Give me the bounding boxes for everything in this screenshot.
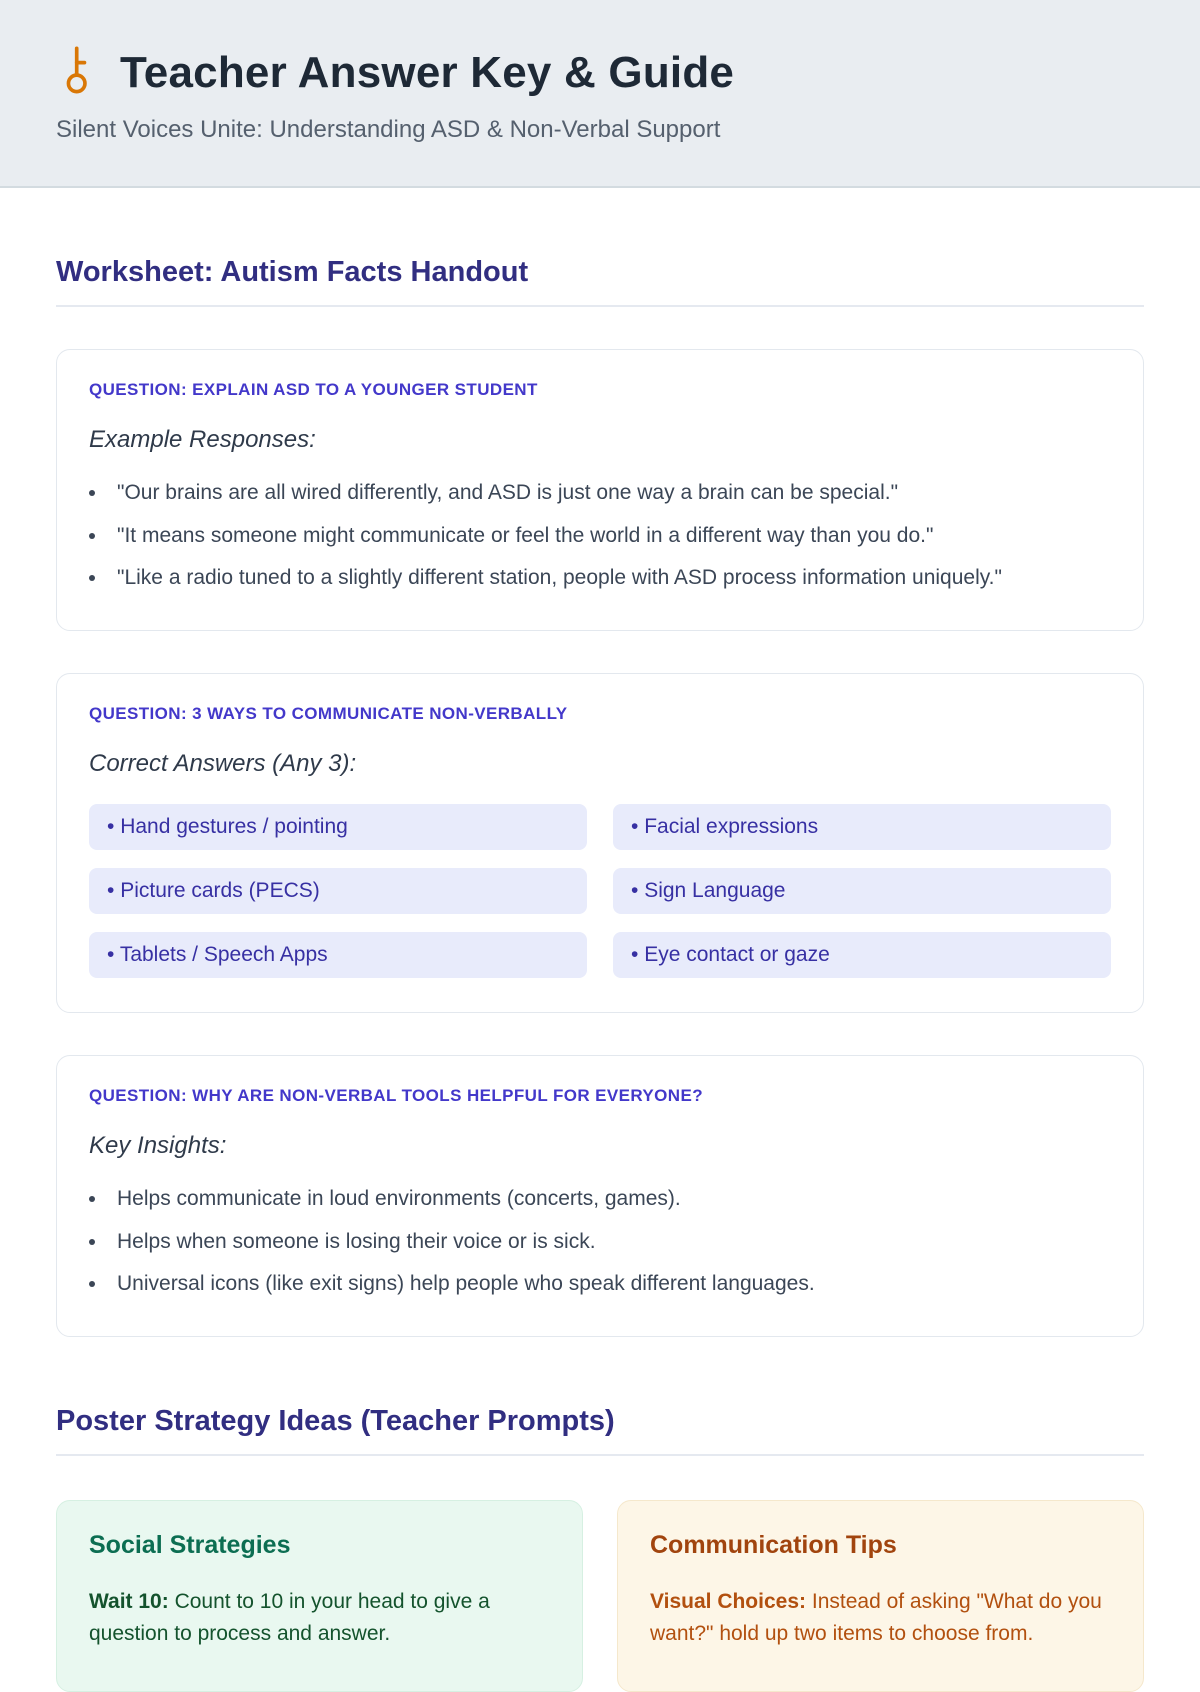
example-responses-list <box>89 476 1111 596</box>
question-heading: QUESTION: EXPLAIN ASD TO A YOUNGER STUDENT <box>89 380 538 399</box>
list-item: • Helps when someone is losing their voice or is sick. <box>89 1225 1111 1260</box>
question-heading: QUESTION: WHY ARE NON-VERBAL TOOLS HELPFUL FOR EVERYONE? <box>89 1085 703 1105</box>
answer-pill: • Hand gestures / pointing <box>89 804 587 850</box>
list-item: • "Like a radio tuned to a slightly different station, people with ASD process information uniquely." <box>89 561 1111 596</box>
answer-pill: • Picture cards (PECS) <box>89 868 587 914</box>
strategy-tip-label: Wait 10: <box>89 1589 169 1613</box>
strategy-card-title: Communication Tips <box>650 1530 897 1559</box>
main-content <box>0 256 1200 1692</box>
answer-label: Key Insights: <box>89 1131 227 1159</box>
question-card-explain-asd <box>56 349 1144 631</box>
answer-label: Example Responses: <box>89 426 316 453</box>
question-heading: QUESTION: 3 WAYS TO COMMUNICATE NON-VERBALLY <box>89 703 568 723</box>
strategy-tip-text: Count to 10 in your head to give a question to process and answer. <box>89 1589 490 1646</box>
question-card-nonverbal-ways <box>56 673 1144 1013</box>
section-divider <box>56 1454 1144 1456</box>
list-item: • "Our brains are all wired differently, and ASD is just one way a brain can be special." <box>89 476 1111 511</box>
strategy-cards <box>56 1500 1144 1692</box>
page-title: Teacher Answer Key & Guide <box>120 48 735 97</box>
social-strategies-card <box>56 1500 583 1692</box>
communication-tips-card <box>617 1500 1144 1692</box>
list-item: • "It means someone might communicate or feel the world in a different way than you do." <box>89 519 1111 554</box>
strategy-tip <box>650 1586 1111 1651</box>
answer-pill: • Eye contact or gaze <box>613 932 1111 978</box>
page-subtitle: Silent Voices Unite: Understanding ASD & Non-Verbal Support <box>56 116 721 143</box>
strategy-tip-label: Visual Choices: <box>650 1589 807 1613</box>
strategy-card-title: Social Strategies <box>89 1530 291 1559</box>
key-icon <box>56 51 100 95</box>
answer-pill: • Tablets / Speech Apps <box>89 932 587 978</box>
strategy-tip <box>89 1586 550 1651</box>
list-item: • Universal icons (like exit signs) help people who speak different languages. <box>89 1267 1111 1302</box>
answer-pill: • Sign Language <box>613 868 1111 914</box>
strategy-tip-text: Instead of asking "What do you want?" hold up two items to choose from. <box>650 1589 1102 1646</box>
page-header <box>0 0 1200 188</box>
section-divider <box>56 305 1144 307</box>
answers-grid <box>89 804 1111 978</box>
key-insights-list <box>89 1182 1111 1302</box>
answer-label: Correct Answers (Any 3): <box>89 749 357 777</box>
list-item: • Helps communicate in loud environments (concerts, games). <box>89 1182 1111 1217</box>
answer-pill: • Facial expressions <box>613 804 1111 850</box>
worksheet-section-heading: Worksheet: Autism Facts Handout <box>56 256 529 288</box>
strategies-section-heading: Poster Strategy Ideas (Teacher Prompts) <box>56 1404 615 1437</box>
question-card-tools-helpful <box>56 1055 1144 1337</box>
